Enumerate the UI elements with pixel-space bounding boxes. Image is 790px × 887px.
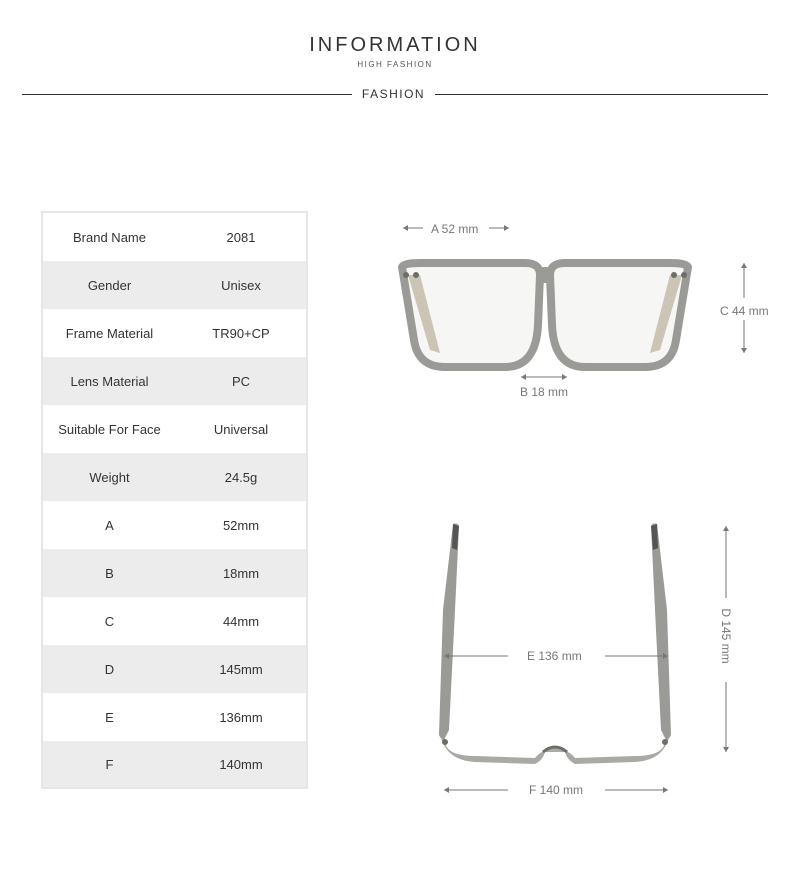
dimension-c-label: C 44 mm [720,304,769,318]
spec-key: Frame Material [65,325,154,341]
spec-row-c [43,597,306,645]
spec-row-suitable-for-face [43,405,306,453]
dimension-e-label: E 136 mm [527,649,582,663]
spec-key: A [105,517,114,533]
spec-row-b [43,549,306,597]
spec-key: E [105,709,114,725]
spec-key: C [104,613,115,629]
spec-key: B [105,565,114,581]
dimension-f-label: F 140 mm [529,783,584,797]
spec-row-lens-material [43,357,306,405]
spec-row-frame-material [43,309,306,357]
spec-row-d [43,645,306,693]
spec-key: Weight [89,469,130,485]
spec-key: Suitable For Face [58,421,161,437]
spec-row-weight [43,453,306,501]
page-subtitle: HIGH FASHION [357,60,433,69]
spec-value: Unisex [221,277,261,293]
spec-row-a [43,501,306,549]
page-title: INFORMATION [309,34,481,56]
spec-row-brand-name [43,213,306,261]
dimension-d-label: D 145 mm [719,608,733,664]
spec-key: D [104,661,115,677]
spec-value: Universal [213,421,269,437]
spec-value: 18mm [222,565,260,581]
spec-row-e [43,693,306,741]
spec-key: Lens Material [70,373,149,389]
divider-right [435,94,768,95]
divider-left [22,94,352,95]
spec-value: 24.5g [224,469,258,485]
section-label: FASHION [361,87,426,101]
spec-value: 136mm [219,709,263,725]
spec-value: 2081 [226,229,256,245]
glasses-top-image [435,520,675,770]
spec-value: 44mm [222,613,260,629]
glasses-front-image [390,255,700,375]
spec-value: TR90+CP [212,325,270,341]
spec-key: Gender [87,277,132,293]
dimension-a-label: A 52 mm [431,222,479,236]
spec-value: 145mm [219,661,263,677]
spec-value: 52mm [222,517,260,533]
spec-table [41,211,308,789]
spec-value: 140mm [219,756,263,772]
spec-row-f [43,741,306,787]
dimension-b-arrow [521,372,571,382]
dimension-b-label: B 18 mm [520,385,569,399]
spec-value: PC [231,373,251,389]
spec-key: Brand Name [73,229,146,245]
spec-key: F [105,756,114,772]
spec-row-gender [43,261,306,309]
